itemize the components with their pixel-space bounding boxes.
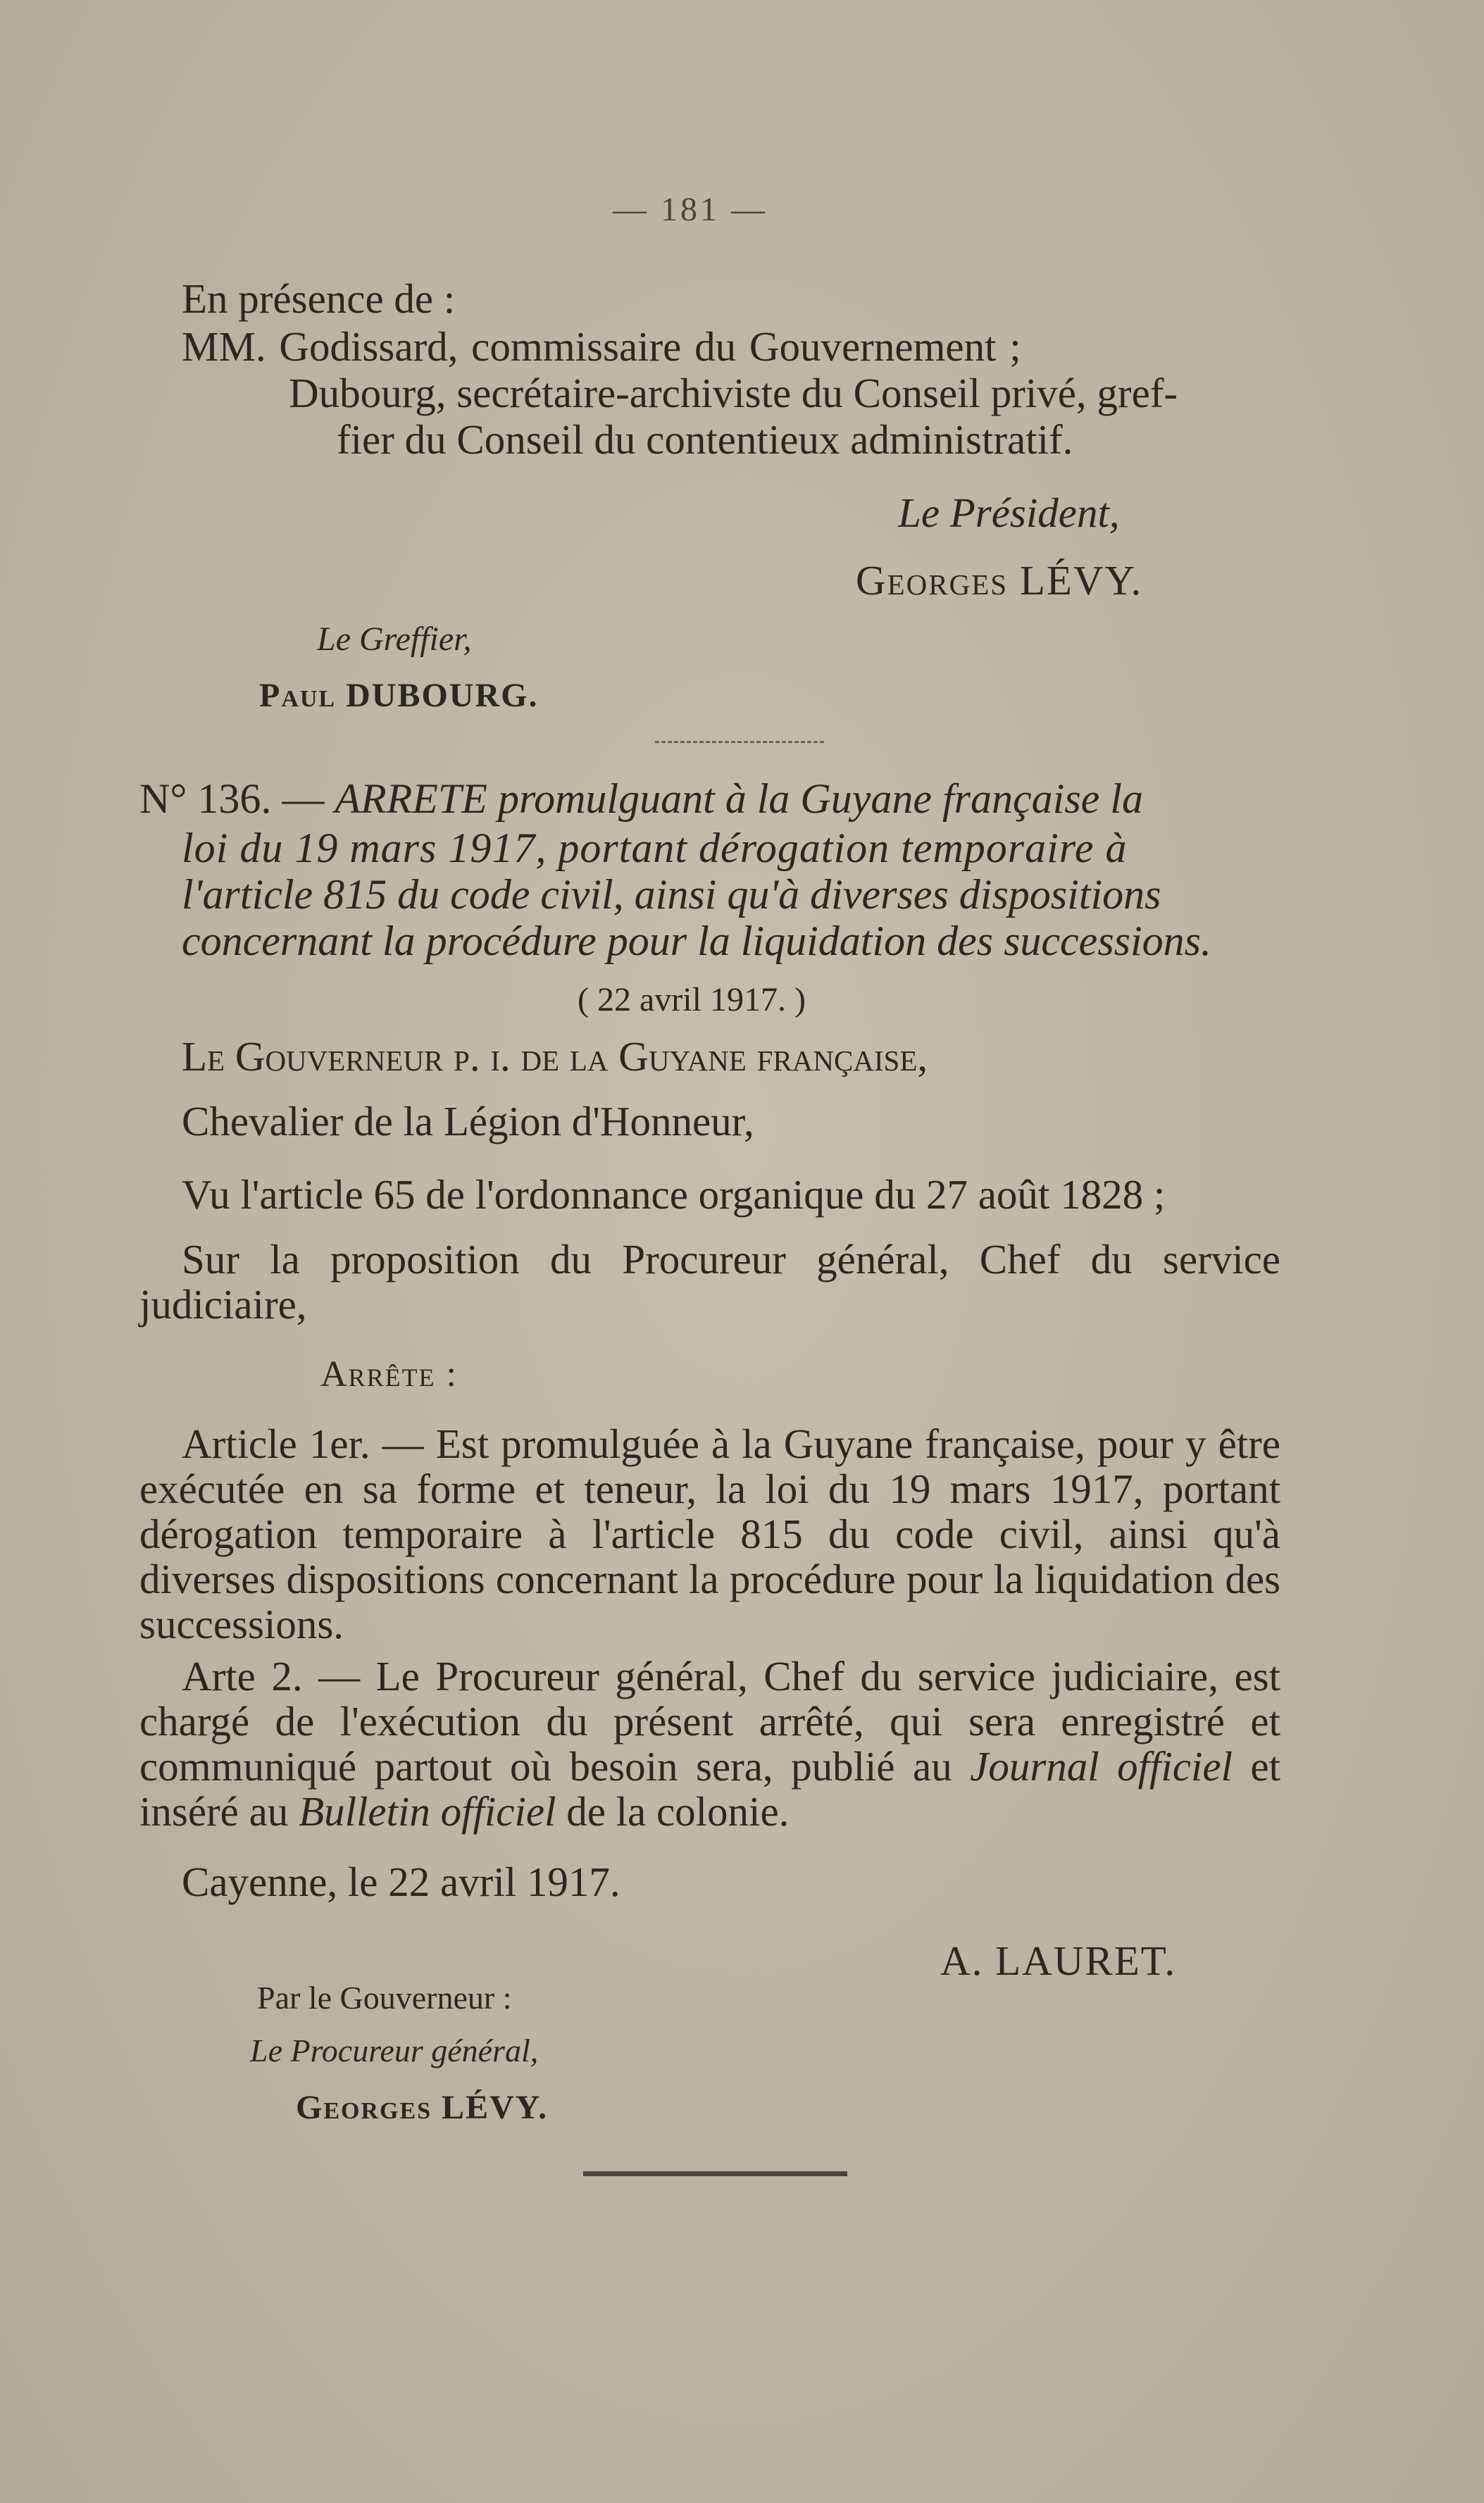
decree-number: N° 136. — [139,775,325,822]
decree-date: ( 22 avril 1917. ) [578,981,806,1018]
sur-paragraph: Sur la proposition du Procureur général, Chef du service judiciaire, [139,1236,1280,1328]
presence-line-2: Dubourg, secrétaire-archiviste du Conseil privé, gref- [289,370,1178,416]
separator-top [655,741,824,743]
decree-title-line-4: concernant la procédure pour la liquidation des successions. [182,918,1212,964]
article-2 [139,1654,1280,1834]
greffier-name: Paul DUBOURG. [259,677,539,714]
separator-bottom [583,2171,847,2176]
governor-signature: A. LAURET. [940,1937,1177,1984]
greffier-title: Le Greffier, [317,620,472,658]
presence-line-1: MM. Godissard, commissaire du Gouvernement ; [182,323,1021,370]
president-title: Le Président, [898,489,1120,536]
arrete-heading: Arrête : [320,1354,458,1394]
presence-line-3: fier du Conseil du contentieux administratif. [337,416,1073,463]
decree-title-line-1 [139,776,1143,821]
decree-title-line-2: loi du 19 mars 1917, portant dérogation temporaire à [182,825,1128,871]
governor-line: Le Gouverneur p. i. de la Guyane française, [182,1033,928,1080]
decree-title-start: ARRETE promulguant à la Guyane française la [335,775,1143,822]
journal-officiel: Journal officiel [970,1743,1233,1790]
article-1: Article 1er. — Est promulguée à la Guyane française, pour y être exécutée en sa forme et teneur, la loi du 19 mars 1917, portant dérogation temporaire à l'article 815 du code civil, ainsi qu'à diverses dispositions concernant la procédure pour la liquidation des successions. [139,1421,1280,1647]
president-name: Georges LÉVY. [856,557,1143,604]
article-2-end: de la colonie. [566,1788,790,1835]
chevalier-line: Chevalier de la Légion d'Honneur, [182,1098,754,1144]
article-2-mid: et inséré au [139,1743,1280,1835]
article-2-text: Arte 2. — Le Procureur général, Chef du service judiciaire, est chargé de l'exécution du présent arrêté, qui sera enregistré et communiqué partout où besoin sera, publié au [139,1653,1280,1790]
procureur-name: Georges LÉVY. [296,2089,548,2126]
vu-line: Vu l'article 65 de l'ordonnance organique du 27 août 1828 ; [182,1171,1166,1218]
place-date: Cayenne, le 22 avril 1917. [182,1859,621,1905]
procureur-title: Le Procureur général, [250,2033,539,2068]
par-le-gouverneur: Par le Gouverneur : [257,1980,512,2016]
bulletin-officiel: Bulletin officiel [299,1788,556,1835]
decree-title-line-3: l'article 815 du code civil, ainsi qu'à diverses dispositions [182,871,1161,918]
page-number: — 181 — [613,191,768,228]
presence-intro: En présence de : [182,275,456,322]
